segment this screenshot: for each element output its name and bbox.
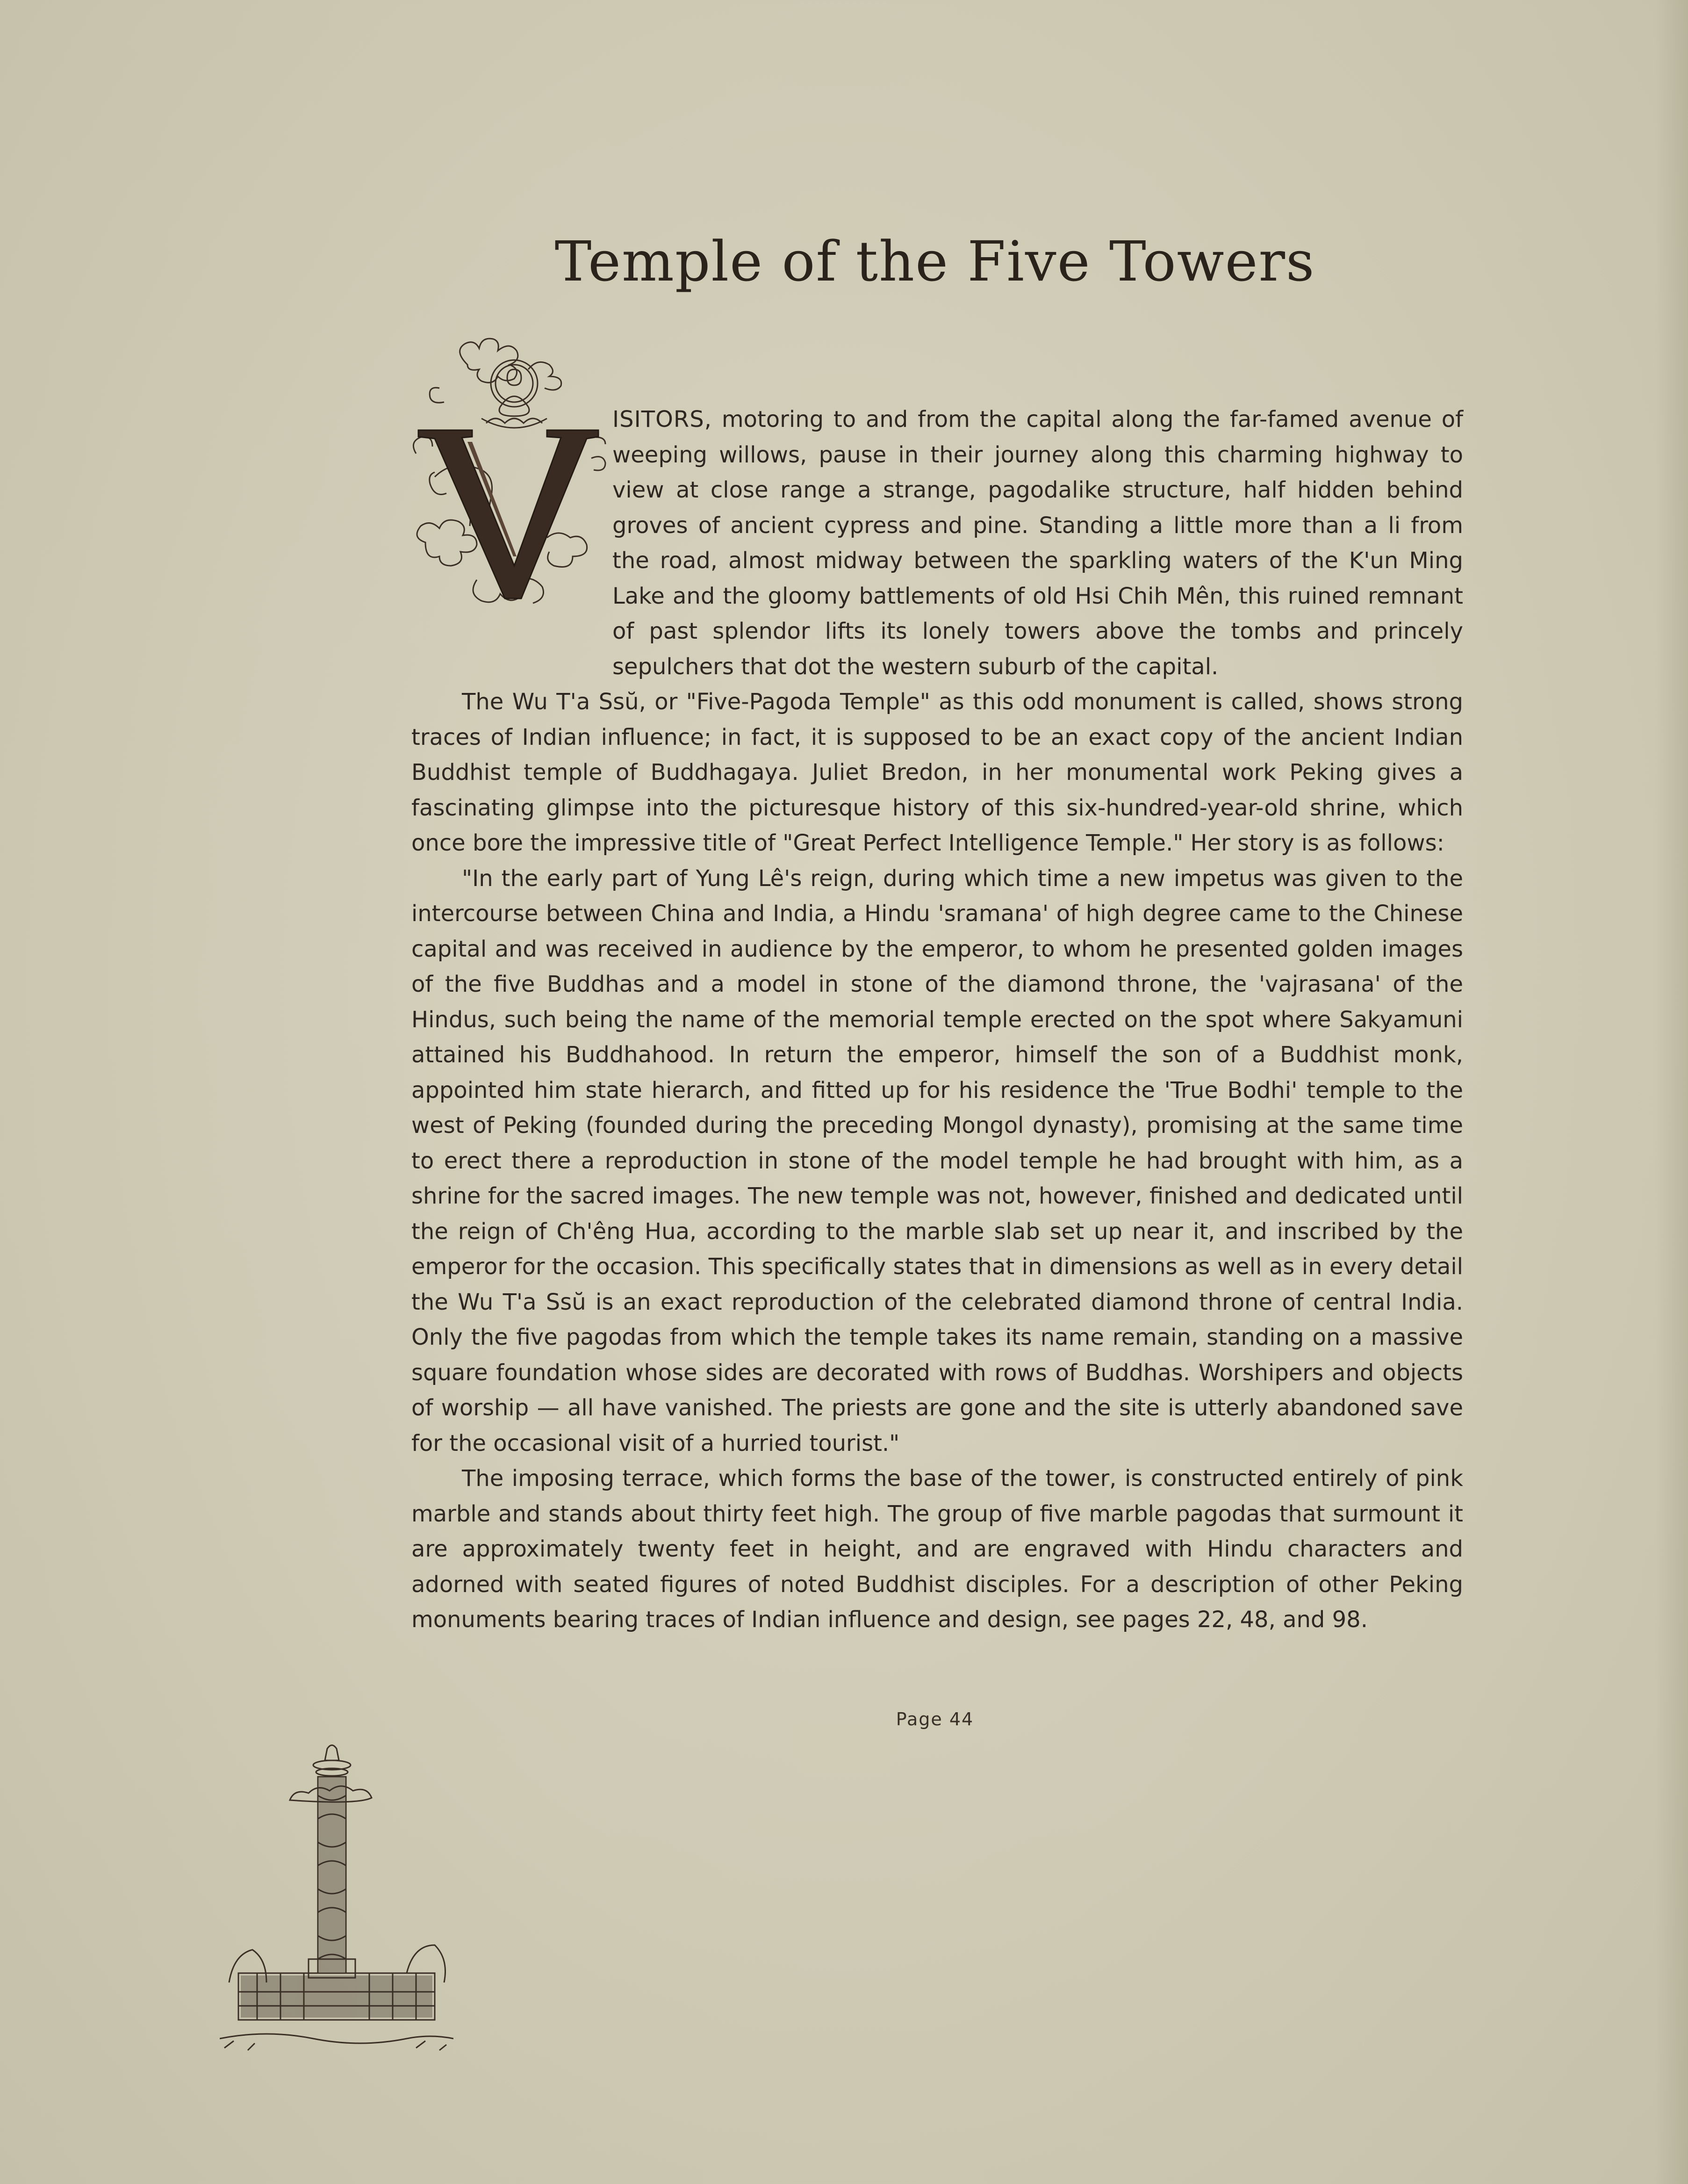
carved-column-illustration: [220, 1739, 453, 2057]
paragraph-visitors-text: motoring to and from the capital along the far-famed avenue of weeping willows, pause in their journey along this charming highway to view at close range a strange, pagodalike structure, half hidden behind groves of ancient cypress and pine. Standing a little more than a li from the road, almost midway between the sparkling waters of the K'un Ming Lake and the gloomy battlements of old Hsi Chih Mên, this ruined remnant of past splendor lifts its lonely towers above the tombs and princely sepulchers that dot the western suburb of the capital.: [612, 406, 1463, 680]
paragraph-visitors: [411, 402, 1463, 685]
body-text-block: [411, 402, 1463, 1638]
page-number: Page 44: [896, 1709, 974, 1730]
paragraph-terrace: The imposing terrace, which forms the base of the tower, is constructed entirely of pink marble and stands about thirty feet high. The group of five marble pagodas that surmount it are approximately twenty feet in height, and are engraved with Hindu characters and adorned with seated figures of noted Buddhist disciples. For a description of other Peking monuments bearing traces of Indian influence and design, see pages 22, 48, and 98.: [411, 1465, 1463, 1633]
page-edge-shadow: [1655, 0, 1688, 2184]
paragraph-wu-ta-ssu: The Wu T'a Ssŭ, or "Five-Pagoda Temple" as this odd monument is called, shows strong traces of Indian influence; in fact, it is supposed to be an exact copy of the ancient Indian Buddhist temple of Buddhagaya. Juliet Bredon, in her monumental work Peking gives a fascinating glimpse into the picturesque history of this six-hundred-year-old shrine, which once bore the impressive title of "Great Perfect Intelligence Temple." Her story is as follows:: [411, 689, 1463, 856]
page-title: Temple of the Five Towers: [554, 229, 1315, 294]
paragraph-lead-word: ISITORS,: [612, 406, 712, 432]
paragraph-quotation: "In the early part of Yung Lê's reign, during which time a new impetus was given to the intercourse between China and India, a Hindu 'sramana' of high degree came to the Chinese capital and was received in audience by the emperor, to whom he presented golden images of the five Buddhas and a model in stone of the diamond throne, the 'vajrasana' of the Hindus, such being the name of the memorial temple erected on the spot where Sakyamuni attained his Buddhahood. In return the emperor, himself the son of a Buddhist monk, appointed him state hierarch, and fitted up for his residence the 'True Bodhi' temple to the west of Peking (founded during the preceding Mongol dynasty), promising at the same time to erect there a reproduction in stone of the model temple he had brought with him, as a shrine for the sacred images. The new temple was not, however, finished and dedicated until the reign of Ch'êng Hua, according to the marble slab set up near it, and inscribed by the emperor for the occasion. This specifically states that in dimensions as well as in every detail the Wu T'a Ssŭ is an exact reproduction of the celebrated diamond throne of central India. Only the five pagodas from which the temple takes its name remain, standing on a massive square foundation whose sides are decorated with rows of Buddhas. Worshipers and objects of worship — all have vanished. The priests are gone and the site is utterly abandoned save for the occasional visit of a hurried tourist.": [411, 865, 1463, 1456]
